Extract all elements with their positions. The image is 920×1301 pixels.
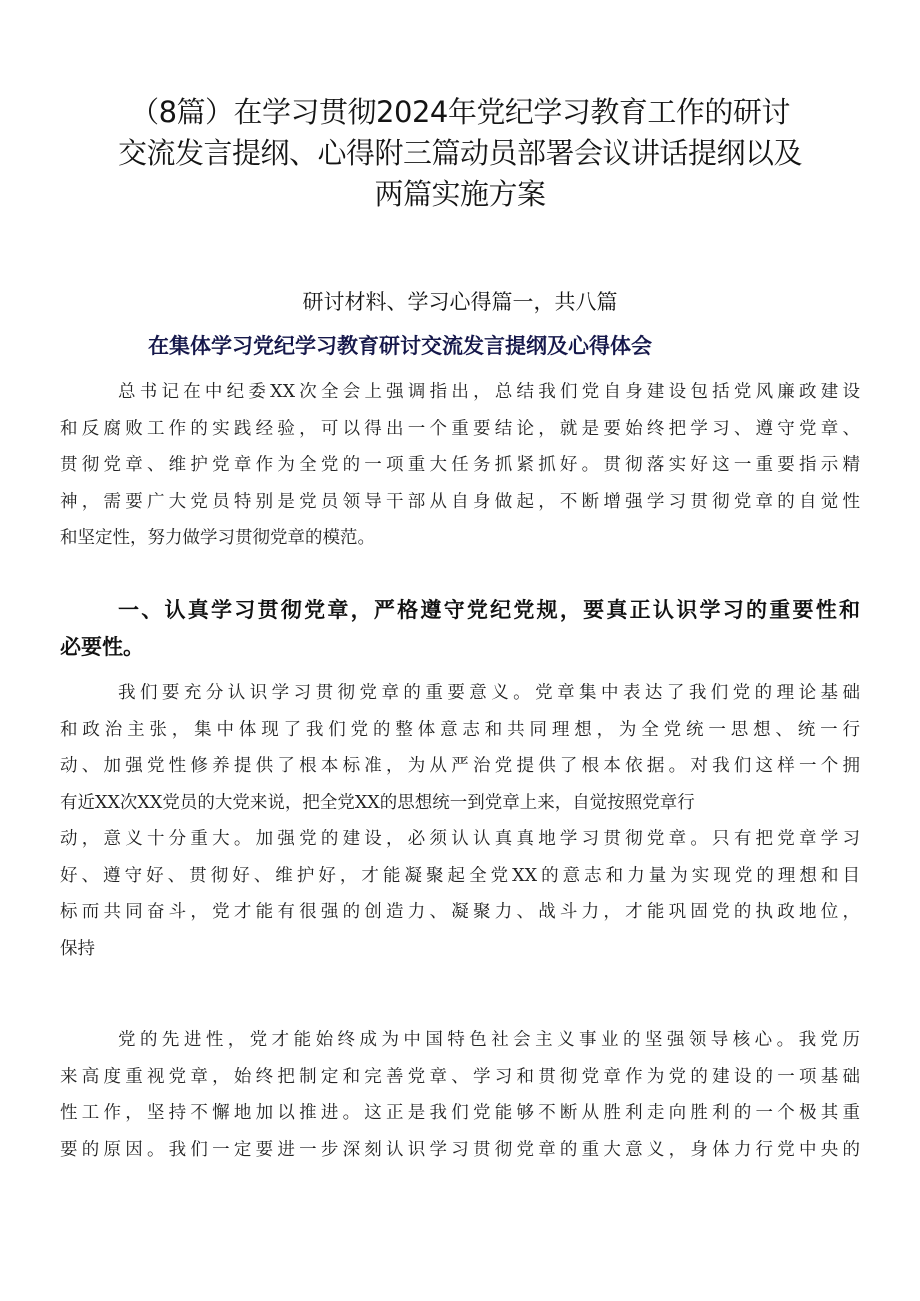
text-line: 动，意义十分重大。加强党的建设，必须认认真真地学习贯彻党章。只有把党章学习	[60, 829, 860, 849]
section-heading-one	[60, 592, 860, 666]
text-line: 标而共同奋斗，党才能有很强的创造力、凝聚力、战斗力，才能巩固党的执政地位，	[60, 902, 860, 922]
heading-line: 一、认真学习贯彻党章，严格遵守党纪党规，要真正认识学习的重要性和	[118, 598, 860, 622]
title-line: （8篇）在学习贯彻2024年党纪学习教育工作的研讨	[130, 95, 790, 129]
heading-line: 必要性。	[60, 635, 144, 659]
section-label: 研讨材料、学习心得篇一，共八篇	[302, 290, 618, 314]
text-line: 和坚定性，努力做学习贯彻党章的模范。	[60, 528, 375, 548]
text-line: 性工作，坚持不懈地加以推进。这正是我们党能够不断从胜利走向胜利的一个极其重	[60, 1103, 860, 1123]
text-line: 贯彻党章、维护党章作为全党的一项重大任务抓紧抓好。贯彻落实好这一重要指示精	[60, 455, 860, 475]
text-line: 和反腐败工作的实践经验，可以得出一个重要结论，就是要始终把学习、遵守党章、	[60, 418, 860, 439]
document-title	[60, 92, 860, 215]
paragraph-body-1	[60, 675, 860, 967]
text-line: 动、加强党性修养提供了根本标准，为从严治党提供了根本依据。对我们这样一个拥	[60, 756, 860, 776]
text-line: 有近XX次XX党员的大党来说，把全党XX的思想统一到党章上来，自觉按照党章行	[60, 792, 695, 813]
paragraph-intro	[60, 374, 860, 557]
text-line: 神，需要广大党员特别是党员领导干部从自身做起，不断增强学习贯彻党章的自觉性	[60, 491, 860, 512]
text-line: 和政治主张，集中体现了我们党的整体意志和共同理想，为全党统一思想、统一行	[60, 719, 860, 740]
text-line: 来高度重视党章，始终把制定和完善党章、学习和贯彻党章作为党的建设的一项基础	[60, 1066, 860, 1087]
text-line: 保持	[60, 938, 95, 959]
text-line: 总书记在中纪委XX次全会上强调指出，总结我们党自身建设包括党风廉政建设	[118, 382, 860, 402]
text-line: 我们要充分认识学习贯彻党章的重要意义。党章集中表达了我们党的理论基础	[118, 683, 860, 703]
text-line: 要的原因。我们一定要进一步深刻认识学习贯彻党章的重大意义，身体力行党中央的	[60, 1139, 860, 1160]
text-line: 好、遵守好、贯彻好、维护好，才能凝聚起全党XX的意志和力量为实现党的理想和目	[60, 865, 860, 886]
title-line: 两篇实施方案	[374, 177, 546, 211]
text-line: 党的先进性，党才能始终成为中国特色社会主义事业的坚强领导核心。我党历	[118, 1030, 860, 1050]
paragraph-body-2	[60, 1022, 860, 1168]
title-line: 交流发言提纲、心得附三篇动员部署会议讲话提纲以及	[117, 136, 802, 170]
article-subtitle: 在集体学习党纪学习教育研讨交流发言提纲及心得体会	[148, 334, 652, 358]
